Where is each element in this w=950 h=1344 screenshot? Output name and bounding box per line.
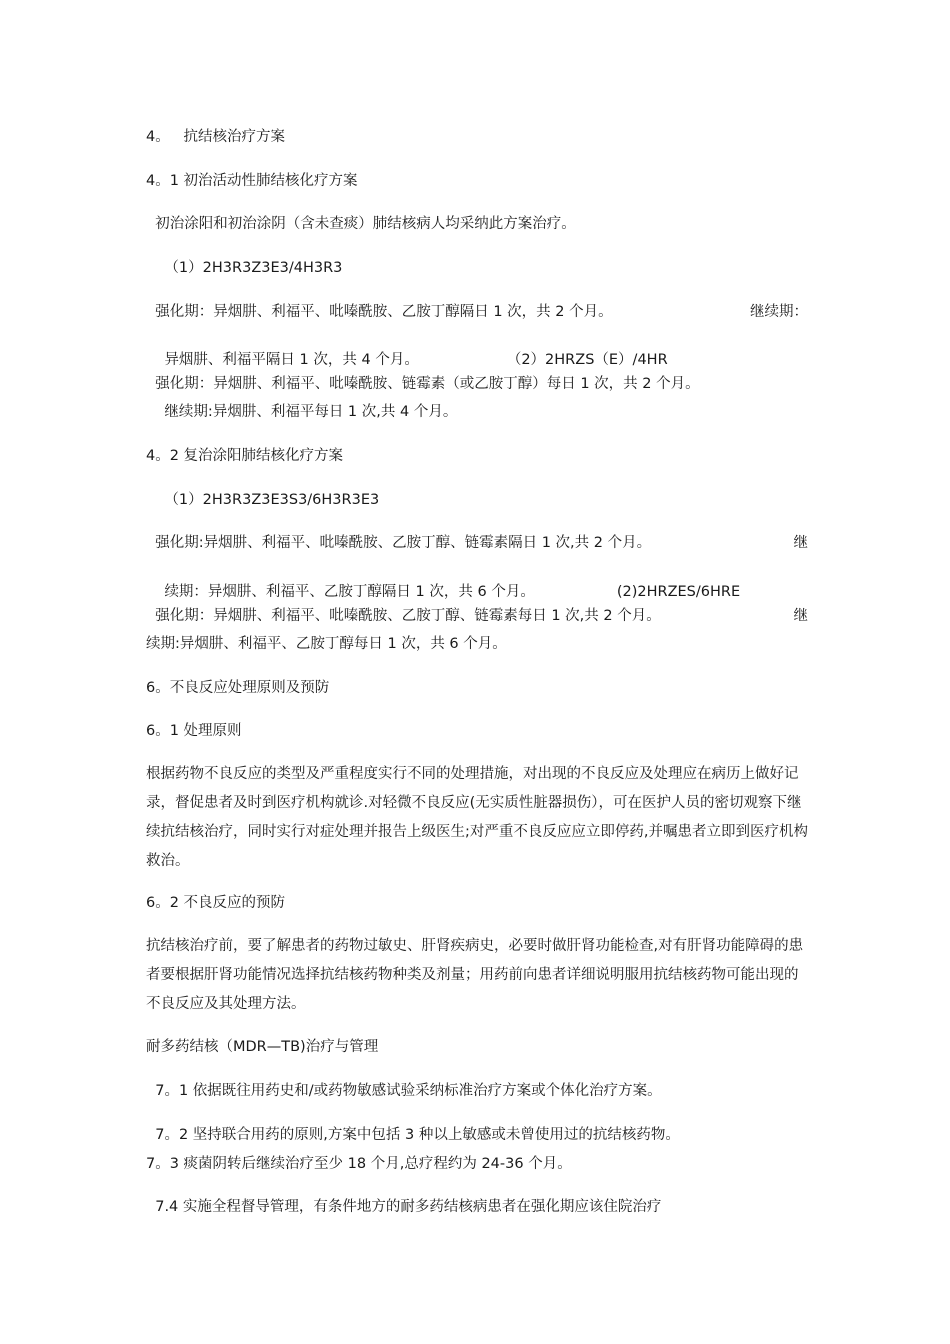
item-7-2: 7。2 坚持联合用药的原则,方案中包括 3 种以上敏感或未曾使用过的抗结核药物。: [146, 1127, 680, 1143]
regimen-1-line-1: [146, 302, 808, 322]
subsection-heading-4-1: 4。1 初治活动性肺结核化疗方案: [146, 173, 358, 189]
subsection-heading-6-1: 6。1 处理原则: [146, 723, 242, 739]
regimen-3-continuation: 续期：异烟肼、利福平、乙胺丁醇隔日 1 次，共 6 个月。: [164, 584, 535, 600]
section-heading-6: 6。不良反应处理原则及预防: [146, 680, 330, 696]
regimen-3-code: （1）2H3R3Z3E3S3/6H3R3E3: [146, 492, 380, 508]
item-7-1: 7。1 依据既往用药史和/或药物敏感试验采纳标准治疗方案或个体化治疗方案。: [146, 1083, 662, 1099]
regimen-2-code: （2）2HRZS（E）/4HR: [506, 352, 668, 368]
regimen-2-continuation: 继续期:异烟肼、利福平每日 1 次,共 4 个月。: [146, 404, 458, 420]
item-7-4: 7.4 实施全程督导管理，有条件地方的耐多药结核病患者在强化期应该住院治疗: [146, 1199, 662, 1215]
regimen-2-intensive: 强化期：异烟肼、利福平、吡嗪酰胺、链霉素（或乙胺丁醇）每日 1 次，共 2 个月。: [146, 376, 700, 392]
section-heading-4: 4。 抗结核治疗方案: [146, 129, 286, 145]
section-heading-7: 耐多药结核（MDR—TB)治疗与管理: [146, 1039, 379, 1055]
regimen-1-continuation: 异烟肼、利福平隔日 1 次，共 4 个月。: [164, 352, 419, 368]
regimen-4-intensive: 强化期：异烟肼、利福平、吡嗪酰胺、乙胺丁醇、链霉素每日 1 次,共 2 个月。: [146, 608, 661, 624]
regimen-1-code: （1）2H3R3Z3E3/4H3R3: [146, 260, 343, 276]
regimen-4-continuation: 续期:异烟肼、利福平、乙胺丁醇每日 1 次，共 6 个月。: [146, 636, 507, 652]
paragraph-6-2: 抗结核治疗前，要了解患者的药物过敏史、肝肾疾病史，必要时做肝肾功能检查,对有肝肾功能障碍的患者要根据肝肾功能情况选择抗结核药物种类及剂量；用药前向患者详细说明服用抗结核药物可能出现的不良反应及其处理方法。: [146, 938, 804, 1012]
subsection-heading-4-2: 4。2 复治涂阳肺结核化疗方案: [146, 448, 344, 464]
regimen-3-line-1: [146, 533, 808, 553]
regimen-4-line-1: [146, 606, 808, 626]
regimen-3-continuation-prefix: 继: [793, 535, 808, 551]
regimen-1-continuation-label: 继续期：: [750, 304, 808, 320]
item-7-3: 7。3 痰菌阴转后继续治疗至少 18 个月,总疗程约为 24-36 个月。: [146, 1156, 572, 1172]
subsection-heading-6-2: 6。2 不良反应的预防: [146, 895, 286, 911]
regimen-3-intensive: 强化期:异烟肼、利福平、吡嗪酰胺、乙胺丁醇、链霉素隔日 1 次,共 2 个月。: [146, 535, 652, 551]
paragraph-4-1: 初治涂阳和初治涂阴（含未查痰）肺结核病人均采纳此方案治疗。: [146, 216, 576, 232]
regimen-4-code: (2)2HRZES/6HRE: [616, 584, 741, 600]
regimen-1-intensive: 强化期：异烟肼、利福平、吡嗪酰胺、乙胺丁醇隔日 1 次，共 2 个月。: [146, 304, 613, 320]
regimen-4-continuation-prefix: 继: [793, 608, 808, 624]
paragraph-6-1: 根据药物不良反应的类型及严重程度实行不同的处理措施，对出现的不良反应及处理应在病历上做好记录，督促患者及时到医疗机构就诊.对轻微不良反应(无实质性脏器损伤），可在医护人员的密切观察下继续抗结核治疗，同时实行对症处理并报告上级医生;对严重不良反应应立即停药,并嘱患者立即到医疗机构救治。: [146, 766, 808, 869]
